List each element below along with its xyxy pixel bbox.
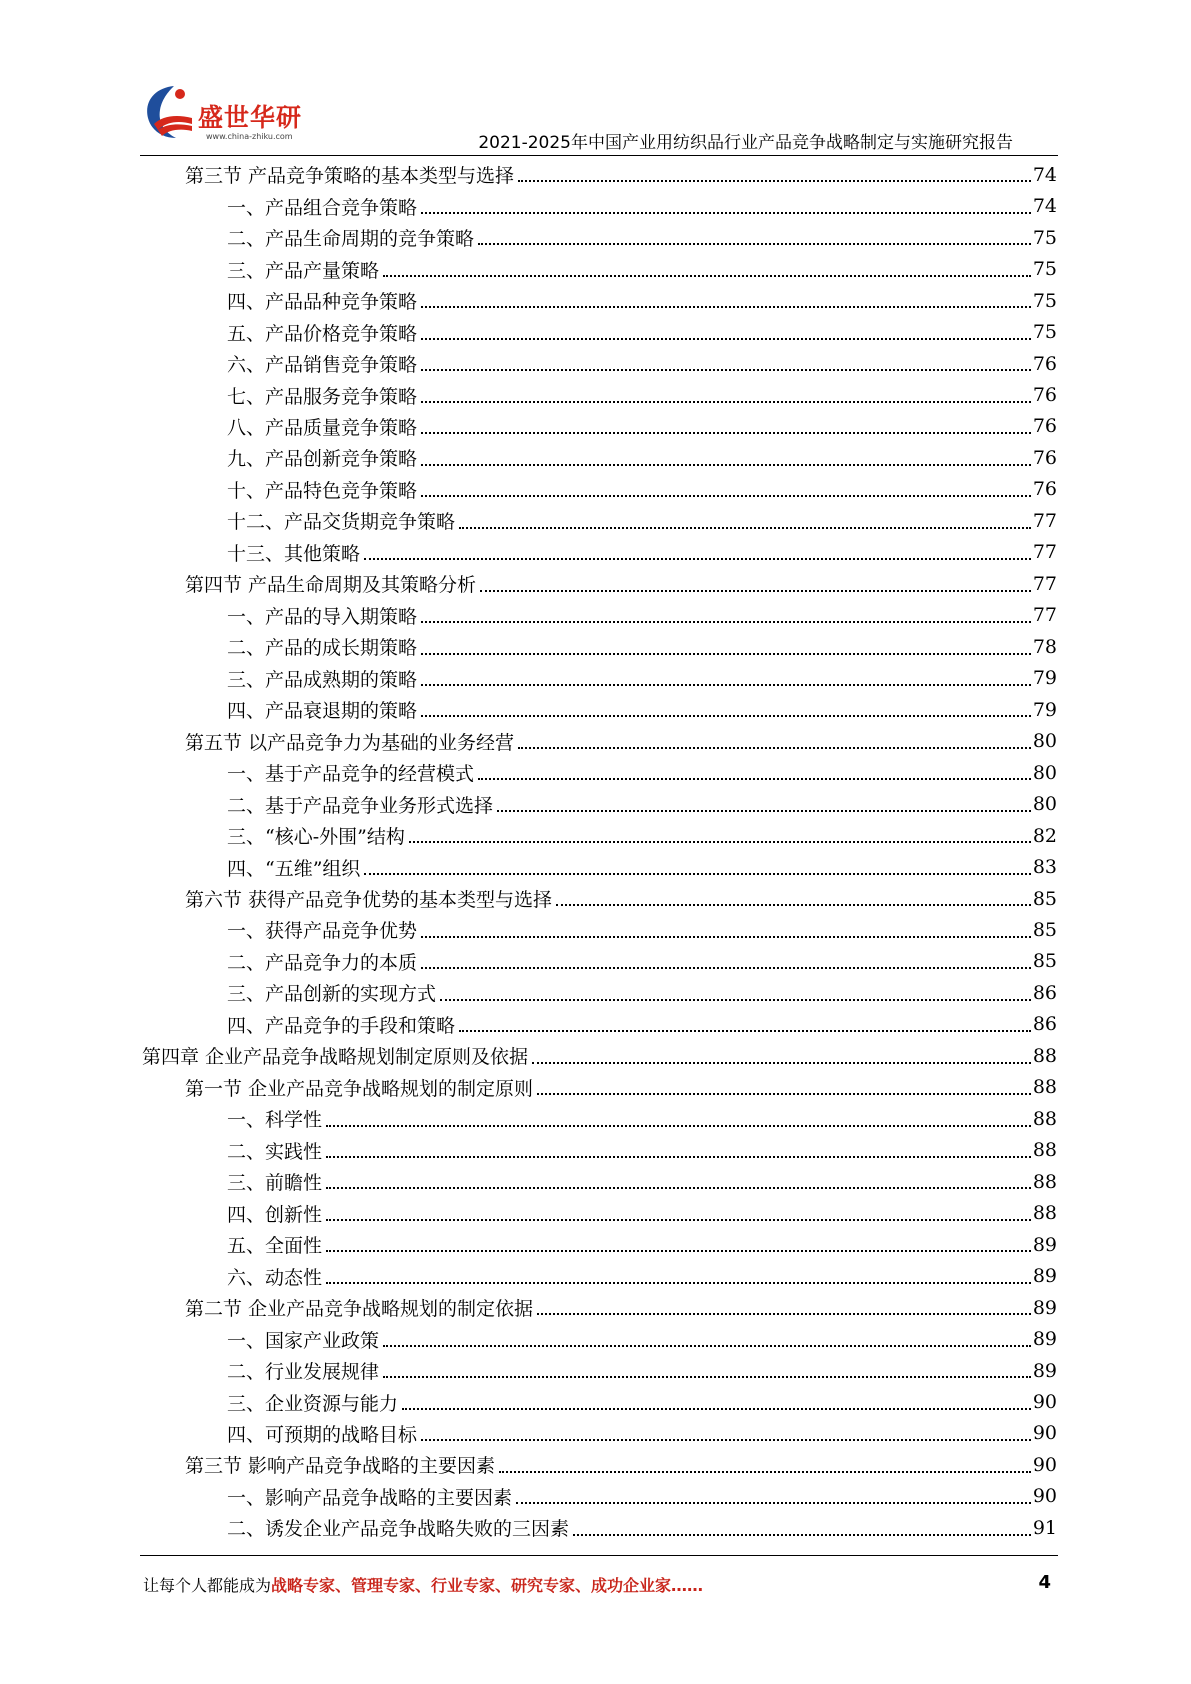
toc-subsection-entry[interactable] — [0, 379, 1191, 410]
toc-entry-title: 九、产品创新竞争策略 — [227, 448, 418, 471]
toc-subsection-entry[interactable] — [0, 1009, 1191, 1040]
toc-subsection-entry[interactable] — [0, 190, 1191, 221]
toc-entry-page: 77 — [1032, 509, 1057, 532]
toc-dot-leader — [459, 527, 1031, 529]
toc-subsection-entry[interactable] — [0, 285, 1191, 316]
toc-entry-title: 二、产品的成长期策略 — [227, 637, 418, 660]
toc-entry-page: 79 — [1032, 667, 1057, 690]
toc-subsection-entry[interactable] — [0, 788, 1191, 819]
toc-dot-leader — [421, 936, 1031, 938]
toc-entry-page: 80 — [1032, 730, 1057, 753]
toc-dot-leader — [421, 653, 1031, 655]
toc-entry-page: 82 — [1032, 824, 1057, 847]
toc-entry-page: 89 — [1032, 1233, 1057, 1256]
toc-dot-leader — [383, 1345, 1031, 1347]
toc-entry-page: 91 — [1032, 1516, 1057, 1539]
toc-subsection-entry[interactable] — [0, 663, 1191, 694]
toc-entry-page: 76 — [1032, 446, 1057, 469]
toc-entry-title: 一、科学性 — [227, 1109, 323, 1132]
toc-dot-leader — [421, 1439, 1031, 1441]
toc-entry-title: 第六节 获得产品竞争优势的基本类型与选择 — [185, 889, 553, 912]
toc-subsection-entry[interactable] — [0, 694, 1191, 725]
toc-dot-leader — [364, 558, 1031, 560]
toc-subsection-entry[interactable] — [0, 348, 1191, 379]
toc-dot-leader — [459, 1030, 1031, 1032]
toc-subsection-entry[interactable] — [0, 820, 1191, 851]
toc-subsection-entry[interactable] — [0, 253, 1191, 284]
toc-entry-page: 79 — [1032, 698, 1057, 721]
toc-entry-title: 二、诱发企业产品竞争战略失败的三因素 — [227, 1518, 570, 1541]
header-divider — [140, 155, 1058, 156]
toc-entry-page: 77 — [1032, 604, 1057, 627]
toc-entry-title: 八、产品质量竞争策略 — [227, 416, 418, 439]
toc-subsection-entry[interactable] — [0, 1323, 1191, 1354]
toc-dot-leader — [532, 1062, 1031, 1064]
toc-entry-page: 89 — [1032, 1296, 1057, 1319]
toc-entry-title: 一、产品的导入期策略 — [227, 605, 418, 628]
toc-dot-leader — [326, 1187, 1031, 1189]
toc-section-entry[interactable] — [0, 1072, 1191, 1103]
toc-subsection-entry[interactable] — [0, 1355, 1191, 1386]
footer-slogan-highlight: 战略专家、管理专家、行业专家、研究专家、成功企业家…… — [271, 1576, 704, 1595]
toc-entry-title: 三、产品成熟期的策略 — [227, 668, 418, 691]
toc-entry-title: 四、创新性 — [227, 1203, 323, 1226]
toc-entry-page: 74 — [1032, 195, 1057, 218]
page-header — [0, 0, 1191, 160]
toc-entry-page: 83 — [1032, 856, 1057, 879]
toc-entry-title: 第一节 企业产品竞争战略规划的制定原则 — [185, 1077, 534, 1100]
toc-dot-leader — [409, 841, 1031, 843]
toc-entry-title: 七、产品服务竞争策略 — [227, 385, 418, 408]
toc-section-entry[interactable] — [0, 1449, 1191, 1480]
toc-entry-page: 76 — [1032, 384, 1057, 407]
toc-subsection-entry[interactable] — [0, 757, 1191, 788]
toc-dot-leader — [499, 1471, 1031, 1473]
toc-dot-leader — [421, 684, 1031, 686]
toc-entry-title: 第三节 产品竞争策略的基本类型与选择 — [185, 165, 515, 188]
toc-dot-leader — [518, 180, 1031, 182]
toc-subsection-entry[interactable] — [0, 316, 1191, 347]
toc-entry-page: 85 — [1032, 887, 1057, 910]
toc-dot-leader — [518, 747, 1031, 749]
toc-dot-leader — [480, 590, 1031, 592]
toc-section-entry[interactable] — [0, 725, 1191, 756]
toc-dot-leader — [478, 243, 1031, 245]
toc-section-entry[interactable] — [0, 1292, 1191, 1323]
toc-entry-title: 四、产品品种竞争策略 — [227, 291, 418, 314]
toc-subsection-entry[interactable] — [0, 1481, 1191, 1512]
toc-entry-page: 75 — [1032, 289, 1057, 312]
toc-dot-leader — [440, 999, 1031, 1001]
toc-entry-title: 第三节 影响产品竞争战略的主要因素 — [185, 1455, 496, 1478]
toc-dot-leader — [556, 904, 1031, 906]
toc-section-entry[interactable] — [0, 568, 1191, 599]
toc-subsection-entry[interactable] — [0, 1166, 1191, 1197]
company-logo — [140, 80, 320, 150]
toc-subsection-entry[interactable] — [0, 1229, 1191, 1260]
toc-subsection-entry[interactable] — [0, 1512, 1191, 1543]
toc-entry-title: 二、行业发展规律 — [227, 1361, 380, 1384]
toc-entry-title: 二、基于产品竞争业务形式选择 — [227, 794, 494, 817]
toc-entry-page: 88 — [1032, 1170, 1057, 1193]
toc-dot-leader — [421, 369, 1031, 371]
toc-entry-title: 一、产品组合竞争策略 — [227, 196, 418, 219]
toc-entry-title: 二、产品竞争力的本质 — [227, 951, 418, 974]
toc-dot-leader — [326, 1125, 1031, 1127]
toc-subsection-entry[interactable] — [0, 851, 1191, 882]
toc-entry-title: 一、获得产品竞争优势 — [227, 920, 418, 943]
toc-entry-title: 五、产品价格竞争策略 — [227, 322, 418, 345]
toc-chapter-entry[interactable] — [0, 1040, 1191, 1071]
toc-dot-leader — [537, 1313, 1031, 1315]
toc-subsection-entry[interactable] — [0, 474, 1191, 505]
logo-swoosh-icon — [140, 80, 200, 142]
toc-subsection-entry[interactable] — [0, 946, 1191, 977]
toc-entry-page: 85 — [1032, 950, 1057, 973]
toc-entry-title: 四、产品衰退期的策略 — [227, 700, 418, 723]
toc-dot-leader — [421, 401, 1031, 403]
toc-entry-page: 77 — [1032, 541, 1057, 564]
toc-entry-title: 三、“核心-外围”结构 — [227, 826, 405, 849]
toc-entry-page: 75 — [1032, 226, 1057, 249]
toc-dot-leader — [364, 873, 1030, 875]
toc-dot-leader — [421, 464, 1031, 466]
toc-entry-title: 一、国家产业政策 — [227, 1329, 380, 1352]
toc-dot-leader — [537, 1093, 1031, 1095]
toc-entry-page: 86 — [1032, 981, 1057, 1004]
toc-dot-leader — [421, 495, 1031, 497]
toc-dot-leader — [478, 778, 1031, 780]
footer-slogan — [143, 1573, 703, 1596]
toc-entry-page: 76 — [1032, 352, 1057, 375]
toc-section-entry[interactable] — [0, 883, 1191, 914]
toc-subsection-entry[interactable] — [0, 411, 1191, 442]
toc-dot-leader — [402, 1408, 1031, 1410]
toc-entry-title: 十、产品特色竞争策略 — [227, 479, 418, 502]
toc-entry-page: 89 — [1032, 1359, 1057, 1382]
toc-entry-page: 75 — [1032, 321, 1057, 344]
toc-dot-leader — [421, 212, 1031, 214]
toc-subsection-entry[interactable] — [0, 1418, 1191, 1449]
toc-entry-title: 二、实践性 — [227, 1140, 323, 1163]
toc-entry-title: 五、全面性 — [227, 1235, 323, 1258]
toc-entry-page: 90 — [1032, 1391, 1057, 1414]
toc-entry-title: 一、影响产品竞争战略的主要因素 — [227, 1486, 513, 1509]
toc-dot-leader — [326, 1156, 1031, 1158]
toc-subsection-entry[interactable] — [0, 977, 1191, 1008]
toc-entry-page: 78 — [1032, 635, 1057, 658]
toc-entry-title: 二、产品生命周期的竞争策略 — [227, 228, 475, 251]
toc-entry-page: 90 — [1032, 1422, 1057, 1445]
toc-entry-title: 十三、其他策略 — [227, 542, 361, 565]
toc-dot-leader — [326, 1219, 1031, 1221]
toc-entry-title: 四、可预期的战略目标 — [227, 1423, 418, 1446]
toc-entry-title: 四、“五维”组织 — [227, 857, 361, 880]
footer-slogan-prefix: 让每个人都能成为 — [143, 1576, 272, 1595]
toc-dot-leader — [421, 715, 1031, 717]
toc-dot-leader — [573, 1534, 1031, 1536]
logo-url: www.china-zhiku.com — [206, 132, 293, 141]
toc-entry-page: 89 — [1032, 1265, 1057, 1288]
toc-entry-title: 六、产品销售竞争策略 — [227, 354, 418, 377]
toc-subsection-entry[interactable] — [0, 600, 1191, 631]
toc-entry-page: 88 — [1032, 1139, 1057, 1162]
toc-subsection-entry[interactable] — [0, 1103, 1191, 1134]
toc-entry-title: 六、动态性 — [227, 1266, 323, 1289]
toc-entry-title: 第四节 产品生命周期及其策略分析 — [185, 574, 477, 597]
toc-subsection-entry[interactable] — [0, 631, 1191, 662]
logo-name: 盛世华研 — [198, 103, 303, 132]
toc-entry-page: 88 — [1032, 1107, 1057, 1130]
toc-subsection-entry[interactable] — [0, 537, 1191, 568]
toc-dot-leader — [383, 275, 1031, 277]
toc-dot-leader — [326, 1250, 1031, 1252]
footer-divider — [140, 1555, 1058, 1556]
toc-entry-page: 88 — [1032, 1202, 1057, 1225]
toc-dot-leader — [421, 432, 1031, 434]
toc-entry-title: 第四章 企业产品竞争战略规划制定原则及依据 — [142, 1046, 529, 1069]
toc-subsection-entry[interactable] — [0, 1135, 1191, 1166]
toc-entry-title: 三、企业资源与能力 — [227, 1392, 399, 1415]
toc-dot-leader — [383, 1376, 1031, 1378]
toc-entry-page: 80 — [1032, 793, 1057, 816]
toc-entry-title: 三、产品产量策略 — [227, 259, 380, 282]
toc-subsection-entry[interactable] — [0, 1260, 1191, 1291]
toc-entry-page: 76 — [1032, 478, 1057, 501]
toc-section-entry[interactable] — [0, 159, 1191, 190]
toc-subsection-entry[interactable] — [0, 442, 1191, 473]
toc-dot-leader — [421, 621, 1031, 623]
toc-entry-page: 86 — [1032, 1013, 1057, 1036]
toc-entry-page: 88 — [1032, 1044, 1057, 1067]
toc-subsection-entry[interactable] — [0, 1386, 1191, 1417]
toc-entry-title: 十二、产品交货期竞争策略 — [227, 511, 456, 534]
toc-dot-leader — [497, 810, 1031, 812]
toc-entry-page: 88 — [1032, 1076, 1057, 1099]
table-of-contents — [0, 159, 1191, 1544]
toc-entry-title: 四、产品竞争的手段和策略 — [227, 1014, 456, 1037]
toc-dot-leader — [421, 967, 1031, 969]
toc-entry-title: 三、前瞻性 — [227, 1172, 323, 1195]
toc-subsection-entry[interactable] — [0, 222, 1191, 253]
toc-entry-title: 第五节 以产品竞争力为基础的业务经营 — [185, 731, 515, 754]
toc-dot-leader — [421, 338, 1031, 340]
toc-entry-page: 85 — [1032, 918, 1057, 941]
toc-subsection-entry[interactable] — [0, 1197, 1191, 1228]
toc-entry-title: 一、基于产品竞争的经营模式 — [227, 763, 475, 786]
toc-dot-leader — [326, 1282, 1031, 1284]
page-number: 4 — [1038, 1572, 1051, 1593]
report-title: 2021-2025年中国产业用纺织品行业产品竞争战略制定与实施研究报告 — [478, 133, 1013, 153]
toc-dot-leader — [421, 306, 1031, 308]
toc-entry-page: 76 — [1032, 415, 1057, 438]
toc-subsection-entry[interactable] — [0, 505, 1191, 536]
toc-entry-page: 75 — [1032, 258, 1057, 281]
toc-entry-page: 74 — [1032, 163, 1057, 186]
toc-entry-page: 89 — [1032, 1328, 1057, 1351]
toc-entry-title: 第二节 企业产品竞争战略规划的制定依据 — [185, 1298, 534, 1321]
toc-entry-page: 80 — [1032, 761, 1057, 784]
toc-entry-title: 三、产品创新的实现方式 — [227, 983, 437, 1006]
toc-entry-page: 77 — [1032, 572, 1057, 595]
toc-subsection-entry[interactable] — [0, 914, 1191, 945]
toc-entry-page: 90 — [1032, 1453, 1057, 1476]
toc-dot-leader — [516, 1502, 1031, 1504]
toc-entry-page: 90 — [1032, 1485, 1057, 1508]
